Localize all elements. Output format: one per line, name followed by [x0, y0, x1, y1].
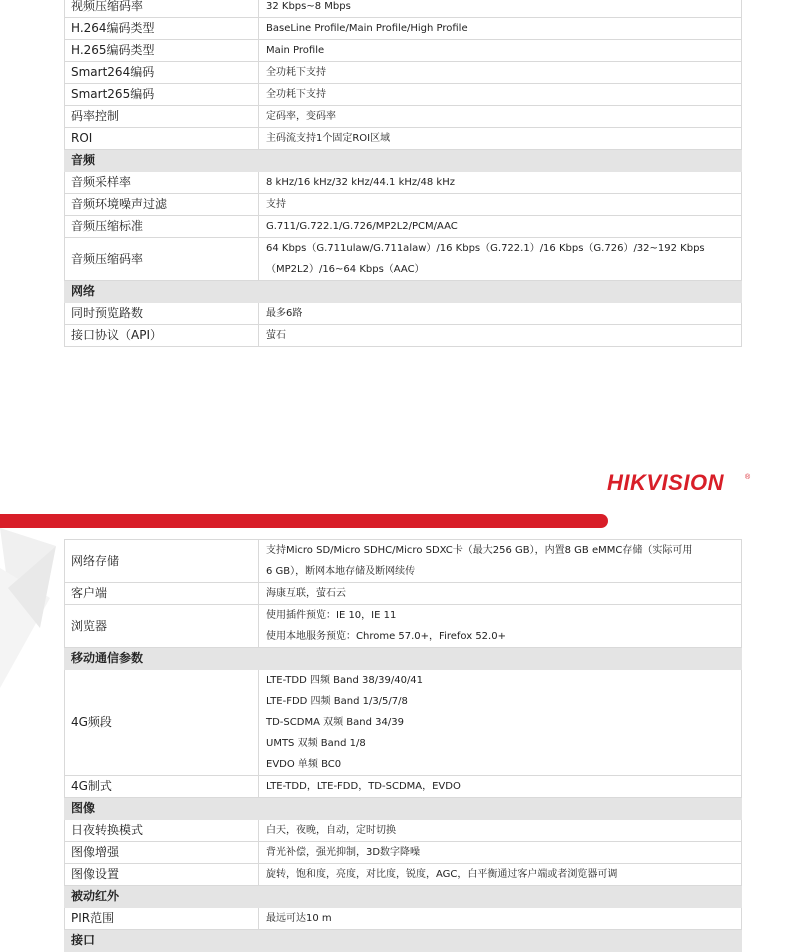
spec-value: [259, 172, 742, 194]
spec-key: 同时预览路数: [65, 303, 259, 325]
spec-key: 浏览器: [65, 605, 259, 648]
section-title: 音频: [65, 150, 742, 172]
spec-value-line: TD-SCDMA 双频 Band 34/39: [266, 717, 404, 728]
spec-row: [65, 18, 742, 40]
spec-key: 网络存储: [65, 540, 259, 583]
section-header-row: [65, 886, 742, 908]
spec-key: 4G制式: [65, 776, 259, 798]
spec-value: [259, 583, 742, 605]
spec-key: 码率控制: [65, 106, 259, 128]
spec-value: [259, 84, 742, 106]
spec-value-line: LTE-TDD 四频 Band 38/39/40/41: [266, 675, 424, 686]
spec-row: [65, 216, 742, 238]
spec-value-line: 背光补偿，强光抑制，3D数字降噪: [266, 847, 421, 858]
spec-row: [65, 303, 742, 325]
spec-key: H.264编码类型: [65, 18, 259, 40]
spec-row: [65, 128, 742, 150]
spec-value: [259, 106, 742, 128]
spec-key: 客户端: [65, 583, 259, 605]
spec-value-line: 旋转，饱和度，亮度，对比度，锐度，AGC，白平衡通过客户端或者浏览器可调: [266, 869, 618, 880]
spec-value: [259, 62, 742, 84]
spec-value-line: 全功耗下支持: [266, 67, 326, 78]
spec-row: [65, 0, 742, 18]
spec-value: [259, 303, 742, 325]
spec-row: [65, 172, 742, 194]
spec-row: [65, 776, 742, 798]
spec-key: H.265编码类型: [65, 40, 259, 62]
spec-value: [259, 605, 742, 648]
decorative-star-graphic: [0, 528, 60, 688]
spec-row: [65, 40, 742, 62]
spec-key: Smart265编码: [65, 84, 259, 106]
spec-value-line: 32 Kbps~8 Mbps: [266, 1, 351, 12]
spec-value: [259, 40, 742, 62]
spec-key: 音频压缩标准: [65, 216, 259, 238]
spec-value: [259, 842, 742, 864]
spec-row: [65, 62, 742, 84]
spec-value-line: 萤石: [266, 330, 286, 341]
spec-row: [65, 864, 742, 886]
spec-value: [259, 776, 742, 798]
section-title: 图像: [65, 798, 742, 820]
spec-row: [65, 583, 742, 605]
spec-value-line: 白天，夜晚，自动，定时切换: [266, 825, 396, 836]
spec-row: [65, 842, 742, 864]
spec-value: [259, 238, 742, 281]
spec-key: 4G频段: [65, 670, 259, 776]
spec-row: [65, 820, 742, 842]
spec-value-line: LTE-FDD 四频 Band 1/3/5/7/8: [266, 696, 408, 707]
spec-value-line: 8 kHz/16 kHz/32 kHz/44.1 kHz/48 kHz: [266, 177, 455, 188]
spec-value-line: （MP2L2）/16~64 Kbps（AAC）: [266, 264, 425, 275]
spec-key: Smart264编码: [65, 62, 259, 84]
spec-key: 图像增强: [65, 842, 259, 864]
spec-key: 视频压缩码率: [65, 0, 259, 18]
spec-value: [259, 540, 742, 583]
section-title: 被动红外: [65, 886, 742, 908]
spec-table-bottom: [64, 539, 742, 952]
spec-key: 音频环境噪声过滤: [65, 194, 259, 216]
spec-value-line: BaseLine Profile/Main Profile/High Profile: [266, 23, 468, 34]
spec-value-line: 64 Kbps（G.711ulaw/G.711alaw）/16 Kbps（G.722.1）/16 Kbps（G.726）/32~192 Kbps: [266, 243, 705, 254]
spec-value-line: 主码流支持1个固定ROI区域: [266, 133, 391, 144]
spec-value-line: 支持Micro SD/Micro SDHC/Micro SDXC卡（最大256 GB），内置8 GB eMMC存储（实际可用: [266, 545, 693, 556]
spec-key: 图像设置: [65, 864, 259, 886]
spec-value: [259, 18, 742, 40]
spec-value-line: 定码率，变码率: [266, 111, 336, 122]
spec-key: PIR范围: [65, 908, 259, 930]
section-title: 移动通信参数: [65, 648, 742, 670]
spec-key: 接口协议（API）: [65, 325, 259, 347]
spec-value-line: 使用本地服务预览：Chrome 57.0+，Firefox 52.0+: [266, 631, 506, 642]
spec-value-line: 使用插件预览：IE 10，IE 11: [266, 610, 397, 621]
spec-value-line: 全功耗下支持: [266, 89, 326, 100]
spec-key: ROI: [65, 128, 259, 150]
spec-value-line: Main Profile: [266, 45, 325, 56]
spec-value-line: 海康互联，萤石云: [266, 588, 346, 599]
section-title: 网络: [65, 281, 742, 303]
hikvision-logo: [607, 469, 753, 495]
spec-value: [259, 908, 742, 930]
spec-key: 音频压缩码率: [65, 238, 259, 281]
hikvision-logo-text: HIKVISION: [607, 470, 724, 495]
spec-value: [259, 0, 742, 18]
registered-mark: ®: [745, 474, 751, 481]
spec-value-line: 6 GB），断网本地存储及断网续传: [266, 566, 416, 577]
spec-value-line: 最多6路: [266, 308, 303, 319]
spec-value: [259, 325, 742, 347]
section-header-row: [65, 150, 742, 172]
spec-key: 日夜转换模式: [65, 820, 259, 842]
section-header-row: [65, 648, 742, 670]
spec-row: [65, 908, 742, 930]
spec-value: [259, 864, 742, 886]
spec-value: [259, 194, 742, 216]
spec-row: [65, 605, 742, 648]
spec-key: 音频采样率: [65, 172, 259, 194]
spec-value-line: EVDO 单频 BC0: [266, 759, 342, 770]
spec-value: [259, 216, 742, 238]
section-title: 接口: [65, 930, 742, 952]
spec-value-line: LTE-TDD，LTE-FDD，TD-SCDMA，EVDO: [266, 781, 461, 792]
spec-value: [259, 670, 742, 776]
spec-value-line: G.711/G.722.1/G.726/MP2L2/PCM/AAC: [266, 221, 458, 232]
spec-row: [65, 194, 742, 216]
section-header-row: [65, 281, 742, 303]
spec-row: [65, 325, 742, 347]
spec-value-line: 支持: [266, 199, 286, 210]
spec-row: [65, 540, 742, 583]
spec-value-line: 最远可达10 m: [266, 913, 332, 924]
spec-row: [65, 106, 742, 128]
spec-row: [65, 238, 742, 281]
spec-row: [65, 670, 742, 776]
spec-value: [259, 820, 742, 842]
spec-value: [259, 128, 742, 150]
spec-table-top: [64, 0, 742, 347]
brand-divider-bar: [0, 514, 608, 528]
section-header-row: [65, 798, 742, 820]
spec-value-line: UMTS 双频 Band 1/8: [266, 738, 366, 749]
section-header-row: [65, 930, 742, 952]
spec-row: [65, 84, 742, 106]
